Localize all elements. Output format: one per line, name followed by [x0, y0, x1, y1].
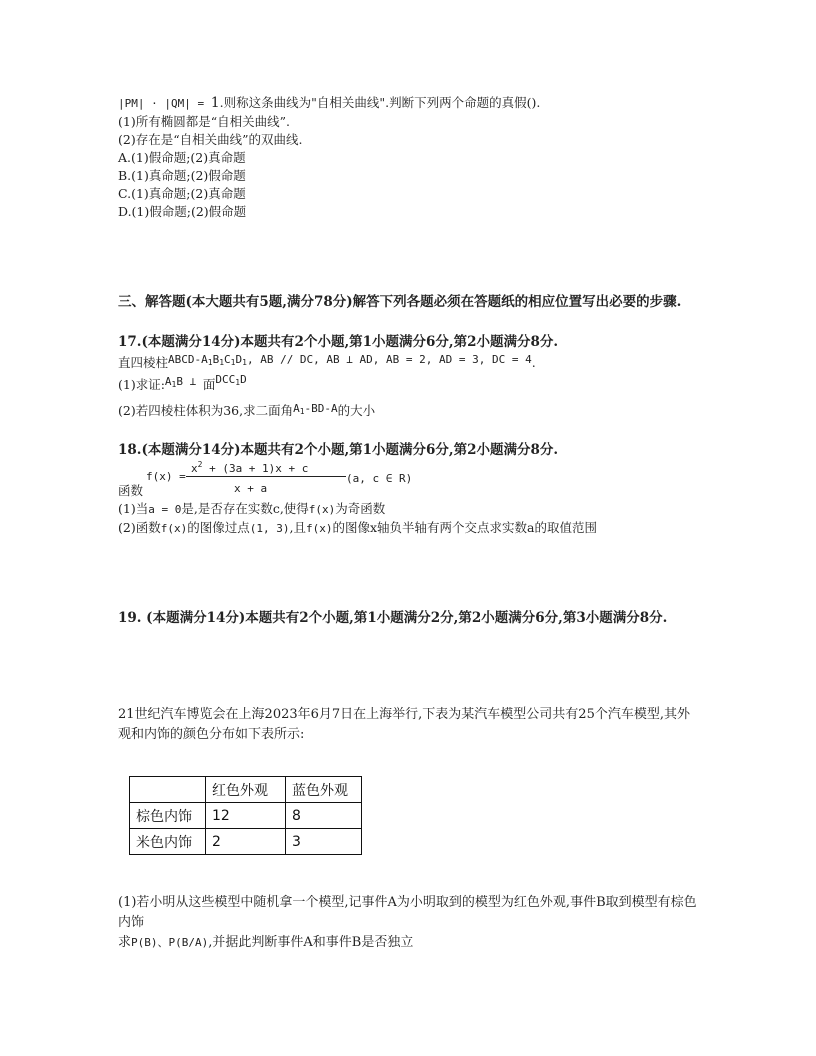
table-cell: 2	[206, 829, 286, 855]
section-3-heading: 三、解答题(本大题共有5题,满分78分)解答下列各题必须在答题纸的相应位置写出必要的步骤.	[118, 294, 682, 310]
q16-statement-1: (1)所有椭圆都是“自相关曲线”.	[118, 114, 290, 129]
q16-option-d: D.(1)假命题;(2)假命题	[118, 204, 247, 219]
table-header-red: 红色外观	[206, 777, 286, 803]
q19-part-1-line-1: (1)若小明从这些模型中随机拿一个模型,记事件A为小明取到的模型为红色外观,事件B取到模型有棕色内饰	[118, 895, 697, 930]
q19-part-1-line-2: 求P(B)、P(B/A),并据此判断事件A和事件B是否独立	[118, 935, 414, 950]
table-row	[130, 829, 362, 855]
q18-fx: f(x) =	[146, 470, 186, 483]
q17-heading: 17.(本题满分14分)本题共有2个小题,第1小题满分6分,第2小题满分8分.	[118, 334, 559, 350]
q16-option-a: A.(1)假命题;(2)真命题	[118, 150, 246, 165]
q16-tail	[118, 94, 698, 221]
q18-numerator: $x^2 + (3a + 1)x + c$	[191, 460, 309, 475]
table-row	[130, 803, 362, 829]
q17-line-2: (1)求证$:A_1B$ ⊥ 面$DCC_1D$	[118, 373, 247, 392]
q18-condition: (a, c ∈ R)	[346, 472, 413, 485]
table-cell: 12	[206, 803, 286, 829]
q17-line-1: 直四棱柱ABCD-$A_1B_1C_1D_1$, AB // DC, AB ⊥ AD, AB = 2, AD = 3, DC = 4.	[118, 353, 536, 370]
question-18-parts	[118, 500, 698, 538]
q18-part-2: (2)函数f(x)的图像过点(1, 3),且f(x)的图像x轴负半轴有两个交点求实数a的取值范围	[118, 520, 597, 535]
table-header-row	[130, 777, 362, 803]
question-17	[118, 332, 698, 424]
table-corner-cell	[130, 777, 206, 803]
q18-fraction-bar	[186, 476, 346, 477]
q18-heading: 18.(本题满分14分)本题共有2个小题,第1小题满分6分,第2小题满分8分.	[118, 442, 559, 458]
table-cell: 8	[286, 803, 362, 829]
color-distribution-table	[129, 776, 362, 855]
table-row-label: 棕色内饰	[130, 803, 206, 829]
q17-line-3: (2)若四棱柱体积为36,求二面角$A_1-BD-A$的大小	[118, 402, 376, 418]
q18-part-1: (1)当a = 0是,是否存在实数c,使得f(x)为奇函数	[118, 501, 386, 516]
q19-part-1	[118, 893, 698, 953]
table-cell: 3	[286, 829, 362, 855]
table-header-blue: 蓝色外观	[286, 777, 362, 803]
q16-line-1: |PM| · |QM| = 1.则称这条曲线为"自相关曲线".判断下列两个命题的真假().	[118, 95, 541, 111]
table-row-label: 米色内饰	[130, 829, 206, 855]
q16-option-c: C.(1)真命题;(2)真命题	[118, 186, 246, 201]
q18-denominator: x + a	[234, 482, 268, 495]
q16-option-b: B.(1)真命题;(2)假命题	[118, 168, 246, 183]
q16-statement-2: (2)存在是“自相关曲线”的双曲线.	[118, 132, 303, 147]
q19-paragraph: 21世纪汽车博览会在上海2023年6月7日在上海举行,下表为某汽车模型公司共有25个汽车模型,其外观和内饰的颜色分布如下表所示:	[118, 707, 690, 742]
q19-heading: 19. (本题满分14分)本题共有2个小题,第1小题满分2分,第2小题满分6分,第3小题满分8分.	[118, 610, 668, 626]
q18-func-label: 函数	[118, 483, 144, 498]
